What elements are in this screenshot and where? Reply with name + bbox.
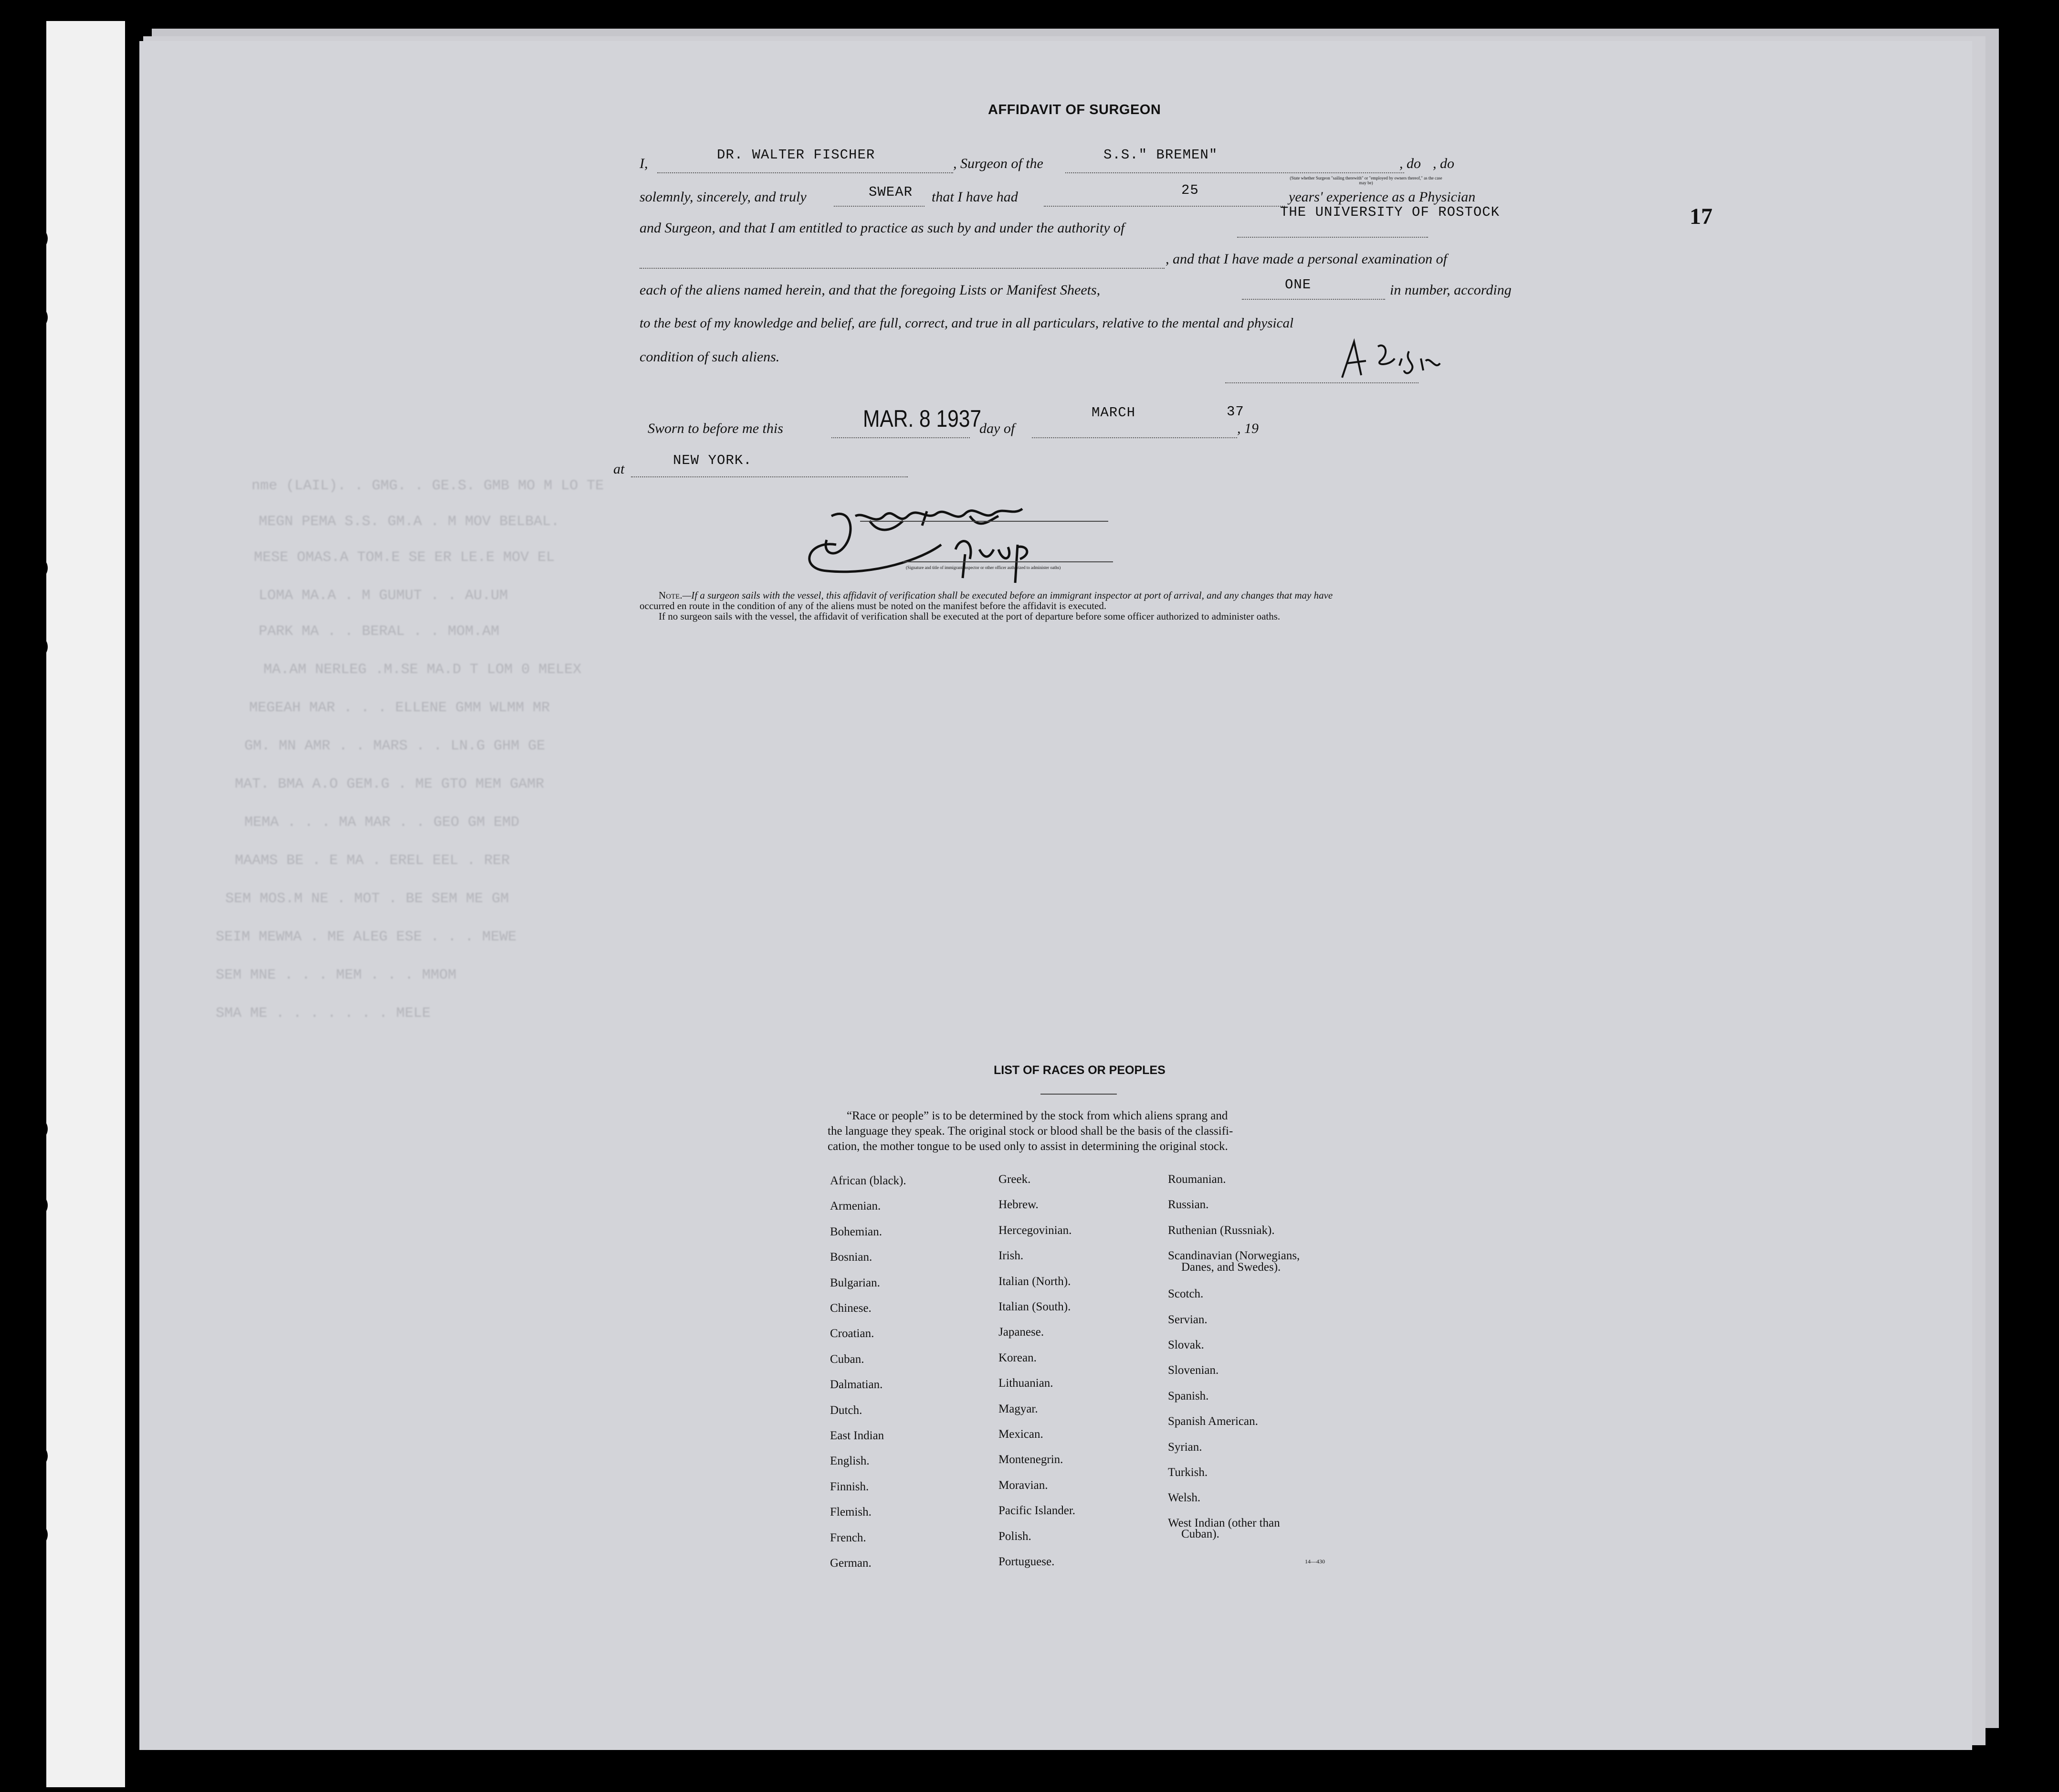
race-item: Hercegovinian. bbox=[998, 1224, 1072, 1237]
race-item: Roumanian. bbox=[1168, 1173, 1226, 1186]
race-item: African (black). bbox=[830, 1174, 906, 1187]
sheets-field: ONE bbox=[1285, 277, 1312, 293]
race-item: Moravian. bbox=[998, 1479, 1048, 1492]
race-item: Flemish. bbox=[830, 1506, 872, 1518]
race-item: Russian. bbox=[1168, 1198, 1209, 1211]
race-item: Polish. bbox=[998, 1530, 1031, 1543]
race-item: Syrian. bbox=[1168, 1441, 1202, 1454]
race-item: Spanish American. bbox=[1168, 1415, 1258, 1428]
punch-hole bbox=[24, 306, 48, 329]
race-item: Montenegrin. bbox=[998, 1453, 1063, 1466]
race-item: Korean. bbox=[998, 1351, 1037, 1364]
race-item: Slovenian. bbox=[1168, 1364, 1219, 1377]
punch-hole bbox=[24, 556, 48, 580]
race-item: Croatian. bbox=[830, 1327, 874, 1340]
race-item: Lithuanian. bbox=[998, 1377, 1053, 1390]
affidavit-text: , Surgeon of the bbox=[953, 156, 1043, 171]
signature-caption: (Signature and title of immigrant inspector or other officer authorized to administer oaths) bbox=[906, 565, 1061, 570]
race-item: Spanish. bbox=[1168, 1390, 1209, 1402]
year-field: 37 bbox=[1227, 404, 1244, 420]
vessel-field: S.S." BREMEN" bbox=[1103, 147, 1218, 163]
punch-hole bbox=[24, 1523, 48, 1547]
affidavit-text: , do bbox=[1399, 156, 1421, 171]
race-item: Cuban). bbox=[1181, 1528, 1219, 1540]
affidavit-text: day of bbox=[979, 421, 1015, 436]
races-title: LIST OF RACES OR PEOPLES bbox=[994, 1064, 1166, 1077]
affidavit-text: and Surgeon, and that I am entitled to practice as such by and under the authority of bbox=[640, 220, 1125, 236]
years-field: 25 bbox=[1181, 182, 1199, 198]
race-item: Bosnian. bbox=[830, 1251, 872, 1264]
race-item: Hebrew. bbox=[998, 1198, 1039, 1211]
race-item: Welsh. bbox=[1168, 1491, 1201, 1504]
oath-field: SWEAR bbox=[869, 184, 913, 200]
affidavit-title: AFFIDAVIT OF SURGEON bbox=[988, 102, 1161, 117]
race-item: English. bbox=[830, 1455, 870, 1467]
race-item: Portuguese. bbox=[998, 1555, 1055, 1568]
race-item: Japanese. bbox=[998, 1326, 1044, 1339]
races-intro: “Race or people” is to be determined by the stock from which aliens sprang and the language they speak. The original stock or blood shall be the basis of the classifi- cation, the mother tongue to be used only to assist in determining the original stock. bbox=[828, 1109, 1233, 1153]
surgeon-name-field: DR. WALTER FISCHER bbox=[717, 147, 875, 163]
race-item: Turkish. bbox=[1168, 1466, 1208, 1479]
month-field: MARCH bbox=[1092, 405, 1136, 421]
punch-hole bbox=[24, 227, 48, 251]
verification-note: occurred en route in the condition of any of the aliens must be noted on the manifest before the affidavit is executed. bbox=[640, 600, 1107, 611]
race-item: Pacific Islander. bbox=[998, 1504, 1076, 1517]
affidavit-text: , 19 bbox=[1237, 421, 1259, 436]
affidavit-text: each of the aliens named herein, and that the foregoing Lists or Manifest Sheets, bbox=[640, 282, 1101, 298]
race-item: Bohemian. bbox=[830, 1225, 882, 1238]
verification-note: If no surgeon sails with the vessel, the affidavit of verification shall be executed at the port of departure before some officer authorized to administer oaths. bbox=[659, 611, 1281, 622]
punch-hole bbox=[24, 1117, 48, 1141]
race-item: Chinese. bbox=[830, 1302, 872, 1315]
punch-hole bbox=[24, 635, 48, 659]
race-item: Bulgarian. bbox=[830, 1276, 880, 1289]
date-stamp: MAR. 8 1937 bbox=[863, 405, 982, 432]
vessel-note: (State whether Surgeon "sailing therewith" or "employed by owners thereof," as the case may be) bbox=[1290, 176, 1442, 185]
surgeon-signature bbox=[1333, 332, 1447, 385]
race-item: Scotch. bbox=[1168, 1287, 1204, 1300]
race-item: Scandinavian (Norwegians, bbox=[1168, 1249, 1300, 1262]
affidavit-text: that I have had bbox=[932, 189, 1018, 205]
affidavit-text: , and that I have made a personal examination of bbox=[1166, 251, 1447, 267]
page-number: 17 bbox=[1690, 204, 1712, 229]
punch-hole bbox=[24, 1193, 48, 1217]
race-item: Greek. bbox=[998, 1173, 1031, 1186]
race-item: Mexican. bbox=[998, 1428, 1043, 1441]
race-item: Slovak. bbox=[1168, 1339, 1204, 1351]
race-item: Irish. bbox=[998, 1249, 1024, 1262]
race-item: Ruthenian (Russniak). bbox=[1168, 1224, 1275, 1237]
affidavit-text: at bbox=[613, 461, 625, 477]
race-item: Cuban. bbox=[830, 1353, 864, 1366]
binder-strip bbox=[46, 21, 125, 1787]
race-item: Italian (South). bbox=[998, 1300, 1071, 1313]
affidavit-text: in number, according bbox=[1390, 282, 1512, 298]
inspector-signature bbox=[798, 487, 1065, 602]
race-item: Italian (North). bbox=[998, 1275, 1071, 1288]
verification-note: Note.—If a surgeon sails with the vessel, this affidavit of verification shall be executed before an immigrant inspector at port of arrival, and any changes that may have bbox=[659, 590, 1333, 601]
race-item: German. bbox=[830, 1557, 872, 1570]
race-item: Magyar. bbox=[998, 1402, 1038, 1415]
race-item: East Indian bbox=[830, 1429, 884, 1442]
form-code: 14—430 bbox=[1305, 1558, 1325, 1565]
affidavit-text: condition of such aliens. bbox=[640, 349, 780, 365]
place-field: NEW YORK. bbox=[673, 453, 752, 468]
affidavit-text: Sworn to before me this bbox=[648, 421, 783, 436]
affidavit-text: years' experience as a Physician bbox=[1289, 189, 1476, 205]
race-item: West Indian (other than bbox=[1168, 1517, 1280, 1529]
race-item: Dutch. bbox=[830, 1404, 862, 1417]
race-item: Servian. bbox=[1168, 1313, 1208, 1326]
punch-hole bbox=[24, 1444, 48, 1468]
manifest-page: nme (LAIL). . GMG. . GE.S. GMB MO M LO TE MEGN PEMA S.S. GM.A . M MOV BELBAL. MESE OMAS.A TOM.E SE ER LE.E MOV EL LOMA MA.A . M GUMUT . . AU.UM PARK MA . . BERAL . . MOM.AM MA.AM NERLEG .M.SE MA.D T LOM 0 MELEX MEGEAH MAR . . . ELLENE GMM WLMM MR GM. MN AMR . . MARS . . LN.G GHM GE MAT. BMA A.O GEM.G . ME GTO MEM GAMR MEMA . . . MA MAR . . GEO GM EMD MAAMS BE . E MA . EREL EEL . RER SEM MOS.M NE . MOT . BE SEM ME GM SEIM MEWMA . ME ALEG ESE . . . MEWE SEM MNE . . . MEM . . . MMOM SMA ME . . . . . . . MELE 17 AFFIDAVIT OF SURGEON I, DR. WALTER FISCHER , Surgeon of the S.S." BREMEN" , do (State whether Surgeon "sailing therewith" or "employed by owners thereof," as the case may be) , do solemnly, sincerely, and truly SWEAR that I have had 25 years' experience as a Physician and Surgeon, and that I am entitled to practice as such by and under the authority of THE UNIVERSITY OF ROSTOCK , and that I have made a personal examination of each of the aliens named herein, and that the foregoing Lists or Manifest Sheets, ONE in number, according to the best of my knowledge and belief, are full, correct, and true in all particulars, relative to the mental and physical condition of such aliens. Sworn to before me this MAR. 8 1937 day of MARCH , 19 37 at NEW YORK. (Signature and title of immigrant inspector or other officer authorized to administer oaths) Note.—If a surgeon sails with the vessel, this affidavit of verification shall be executed before an immigrant inspector at port of arrival, and any changes that may have occurred en route in the condition of any of the aliens must be noted on the manifest before the affidavit is executed. If no surgeon sails with the vessel, the affidavit of verification shall be executed at the port of departure before some officer authorized to administer oaths. LIST OF RACES OR PEOPLES “Race or people” is to be determined by the stock from which aliens sprang and the language they speak. The original stock or blood shall be the basis of the classifi- cation, the mother tongue to be used only to assist in determining the original stock. African (black). Armenian. Bohemian. Bosnian. Bulgarian. Chinese. Croatian. Cuban. Dalmatian. Dutch. East Indian English. Finnish. Flemish. French. German. Greek. Hebrew. Hercegovinian. Irish. Italian (North). Italian (South). Japanese. Korean. Lithuanian. Magyar. Mexican. Montenegrin. Moravian. Pacific Islander. Polish. Portuguese. Roumanian. Russian. Ruthenian (Russniak). Scandinavian (Norwegians, Danes, and Swedes). Scotch. Servian. Slovak. Slovenian. Spanish. Spanish American. Syrian. Turkish. Welsh. West Indian (other than Cuban). 14—430 bbox=[139, 41, 1972, 1750]
race-item: Danes, and Swedes). bbox=[1181, 1261, 1281, 1274]
race-item: French. bbox=[830, 1531, 866, 1544]
race-item: Armenian. bbox=[830, 1200, 881, 1212]
race-item: Finnish. bbox=[830, 1480, 869, 1493]
race-item: Dalmatian. bbox=[830, 1378, 883, 1391]
affidavit-text: to the best of my knowledge and belief, are full, correct, and true in all particulars, relative to the mental and physical bbox=[640, 316, 1294, 331]
authority-field: THE UNIVERSITY OF ROSTOCK bbox=[1280, 204, 1500, 220]
affidavit-text: I, bbox=[640, 156, 648, 171]
affidavit-text: solemnly, sincerely, and truly bbox=[640, 189, 807, 205]
affidavit-text: , do bbox=[1433, 156, 1454, 171]
